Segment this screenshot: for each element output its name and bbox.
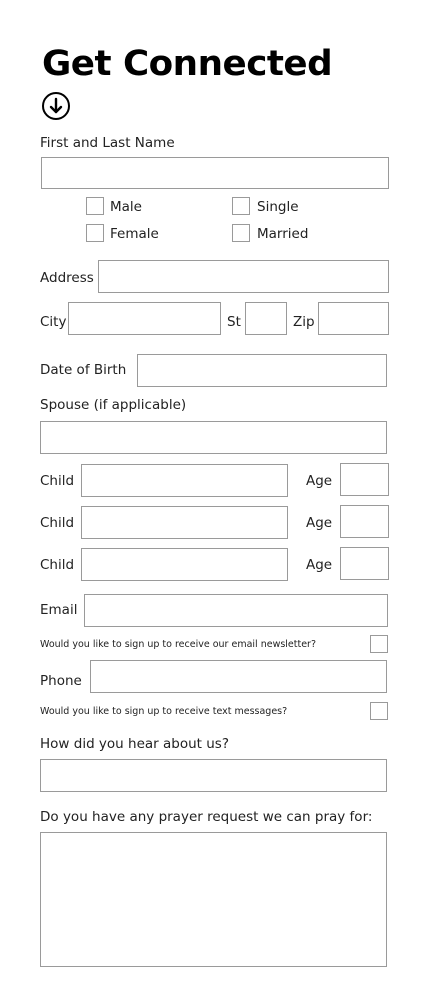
child-label: Child [40, 515, 75, 531]
phone-input[interactable] [90, 660, 387, 693]
dob-input[interactable] [137, 354, 387, 387]
male-checkbox[interactable] [86, 197, 104, 215]
female-label: Female [110, 226, 159, 242]
page-title: Get Connected [42, 44, 333, 84]
prayer-textarea[interactable] [40, 832, 387, 967]
newsletter-checkbox[interactable] [370, 635, 388, 653]
text-messages-checkbox[interactable] [370, 702, 388, 720]
age-label: Age [306, 515, 333, 531]
married-label: Married [257, 226, 309, 242]
zip-input[interactable] [318, 302, 389, 335]
name-input[interactable] [41, 157, 389, 189]
city-label: City [40, 314, 67, 330]
male-label: Male [110, 199, 142, 215]
child-input[interactable] [81, 506, 288, 539]
state-label: St [227, 314, 241, 330]
text-messages-label: Would you like to sign up to receive text messages? [40, 706, 288, 717]
single-checkbox[interactable] [232, 197, 250, 215]
dob-label: Date of Birth [40, 362, 127, 378]
hear-about-label: How did you hear about us? [40, 736, 229, 752]
spouse-input[interactable] [40, 421, 387, 454]
age-input[interactable] [340, 463, 389, 496]
spouse-label: Spouse (if applicable) [40, 397, 187, 413]
address-input[interactable] [98, 260, 389, 293]
arrow-down-circle-icon [42, 92, 70, 120]
address-label: Address [40, 270, 94, 286]
age-label: Age [306, 473, 333, 489]
state-input[interactable] [245, 302, 287, 335]
child-input[interactable] [81, 548, 288, 581]
phone-label: Phone [40, 673, 82, 689]
female-checkbox[interactable] [86, 224, 104, 242]
married-checkbox[interactable] [232, 224, 250, 242]
newsletter-label: Would you like to sign up to receive our email newsletter? [40, 639, 317, 650]
age-label: Age [306, 557, 333, 573]
age-input[interactable] [340, 547, 389, 580]
zip-label: Zip [293, 314, 315, 330]
prayer-label: Do you have any prayer request we can pray for: [40, 809, 373, 825]
city-input[interactable] [68, 302, 221, 335]
name-label: First and Last Name [40, 135, 175, 151]
email-input[interactable] [84, 594, 388, 627]
child-label: Child [40, 473, 75, 489]
child-label: Child [40, 557, 75, 573]
email-label: Email [40, 602, 78, 618]
child-input[interactable] [81, 464, 288, 497]
age-input[interactable] [340, 505, 389, 538]
single-label: Single [257, 199, 299, 215]
hear-about-input[interactable] [40, 759, 387, 792]
